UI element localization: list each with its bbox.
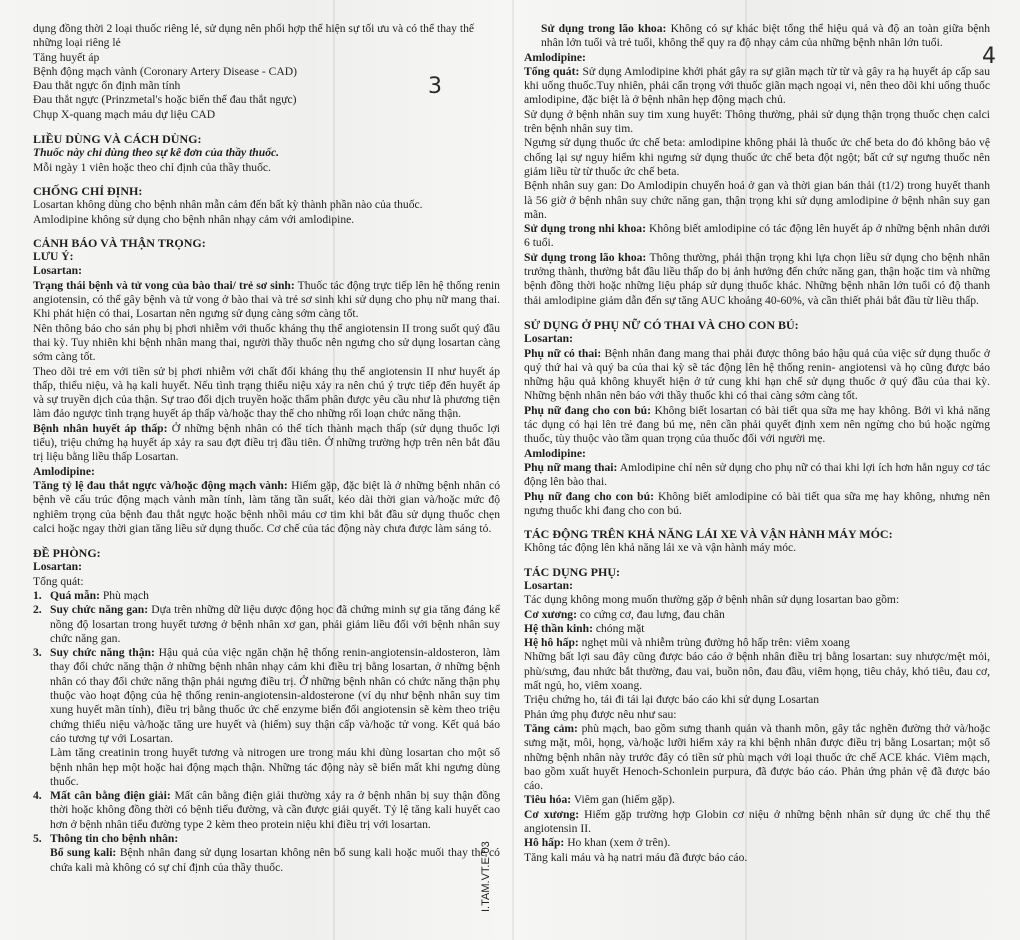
inline-label: Tổng quát: <box>524 64 580 78</box>
section-heading: LIỀU DÙNG VÀ CÁCH DÙNG: <box>33 132 202 147</box>
inline-label: Hệ hô hấp: <box>524 636 579 650</box>
inline-label: Phụ nữ đang cho con bú: <box>524 403 651 417</box>
inline-label: Cơ xương: <box>524 807 580 821</box>
inline-label: Hệ thần kinh: <box>524 621 593 635</box>
paragraph: Nên thông báo cho sản phụ bị phơi nhiễm với thuốc kháng thụ thể angiotensin II trong suốt quý đầu thai kỳ. Tuy nhiên khi bệnh nhân mang thai, người thầy thuốc nên ngưng cho sử dụng losartan càng sớm càng tốt. <box>33 321 500 364</box>
item-text: Phù mạch <box>102 588 149 602</box>
paragraph <box>524 251 990 308</box>
intro-line: dụng đồng thời 2 loại thuốc riêng lẻ, sử dụng nên phối hợp thể hiện sự tối ưu và có thể thay thế <box>33 22 475 35</box>
paragraph: Triệu chứng ho, tái đi tái lại được báo cáo khi sử dụng Losartan <box>524 693 820 707</box>
paragraph: Amlodipine không sử dụng cho bệnh nhân nhạy cảm với amlodipine. <box>33 212 355 226</box>
inline-label: Tăng tỷ lệ đau thắt ngực và/hoặc động mạch vành: <box>33 478 288 492</box>
page-number-left: 3 <box>428 74 442 99</box>
section-heading: CẢNH BÁO VÀ THẬN TRỌNG: <box>33 235 206 250</box>
paragraph <box>524 793 990 807</box>
left-column <box>33 22 500 875</box>
paragraph: Không tác động lên khả năng lái xe và vận hành máy móc. <box>524 541 797 555</box>
intro-line: những loại riêng lẻ <box>33 36 121 50</box>
item-label: Suy chức năng thận: <box>50 646 155 660</box>
paragraph: Tăng kali máu và hạ natri máu đã được báo cáo. <box>524 850 748 864</box>
drug-label: Amlodipine: <box>33 464 95 478</box>
inline-text: nghẹt mũi và nhiễm trùng đường hô hấp trên: viêm xoang <box>581 636 850 650</box>
paragraph <box>524 22 990 51</box>
section-heading: TÁC DỤNG PHỤ: <box>524 564 620 579</box>
inline-text: Ho khan (xem ở trên). <box>567 836 671 850</box>
item-number: 2. <box>33 603 42 617</box>
inline-text: Hiếm gặp trường hợp Globin cơ niệu ở những bệnh nhân sử dụng ức chế thụ thể angiotensin II. <box>524 807 990 836</box>
inline-label: Tăng cảm: <box>524 721 578 735</box>
paragraph: Theo dõi trẻ em với tiền sử bị phơi nhiễm với chất đối kháng thụ thể angiotensin II như huyết áp thấp, thiểu niệu, và hạ kali huyết. Nếu tình trạng thiểu niệu xảy ra nên chú ý trực tiếp đến huyết áp và sự truyền dịch của thận. Sự trao đổi dịch truyền hoặc thẩm phân được yêu cầu như là phương tiện làm đảo ngược tình trạng huyết áp thấp và/hoặc thay thế cho những rối loạn chức năng thận. <box>33 364 500 421</box>
inline-text: Bệnh nhân đang sử dụng losartan không nên bổ sung kali hoặc muối thay thế có chứa kali mà không có sự chỉ định của thầy thuốc. <box>50 846 500 874</box>
inline-text: Sử dụng Amlodipine khởi phát gây ra sự giãn mạch từ từ và gây ra hạ huyết áp cấp sau khi uống thuốc.Tuy nhiên, phải cẩn trọng với thuốc giãn mạch ngoại vi, nên theo dõi khi uống thuốc amlodipine, đặc biệt là ở bệnh nhân hẹp động mạch chủ. <box>524 64 991 107</box>
inline-label: Sử dụng trong lão khoa: <box>541 22 667 35</box>
sub-heading: LƯU Ý: <box>33 250 74 264</box>
item-label: Quá mẫn: <box>50 588 100 602</box>
inline-text: Amlodipine chỉ nên sử dụng cho phụ nữ có thai khi lợi ích hơn hẳn nguy cơ tác động lên bào thai. <box>524 460 990 489</box>
inline-label: Phụ nữ đang cho con bú: <box>524 489 654 503</box>
paragraph <box>33 422 500 465</box>
item-number: 3. <box>33 646 42 660</box>
numbered-item <box>33 832 500 846</box>
indication-item: Đau thắt ngực (Prinzmetal's hoặc biến thể đau thắt ngực) <box>33 93 297 107</box>
dosage-text: Mỗi ngày 1 viên hoặc theo chỉ định của thầy thuốc. <box>33 160 271 174</box>
item-label: Thông tin cho bệnh nhân: <box>50 832 179 846</box>
inline-label: Trạng thái bệnh và tử vong của bào thai/ trẻ sơ sinh: <box>33 278 295 292</box>
paragraph <box>524 608 990 622</box>
numbered-item <box>33 603 500 646</box>
item-text: Dựa trên những dữ liệu dược động học đã chứng minh sự gia tăng đáng kể nồng độ losartan trong huyết tương ở bệnh nhân xơ gan, phải giảm liều đối với bệnh nhân suy chức năng gan. <box>50 603 500 645</box>
indication-item: Chụp X-quang mạch máu dự liệu CAD <box>33 107 216 121</box>
paragraph: Phản ứng phụ được nêu như sau: <box>524 707 677 721</box>
inline-label: Tiêu hóa: <box>524 793 572 807</box>
fold-crease <box>512 0 514 940</box>
inline-text: Bệnh nhân đang mang thai phải được thông báo hậu quả của việc sử dụng thuốc ở quý thứ hai và quý ba của thai kỳ sẽ tác động lên hệ thống renin- angiotensi và họ cũng được báo những hậu quả không khuyết hiện ở tử cung khi hạn chế sử dụng thuốc ở quý đầu của thai kỳ. Những bệnh nhân nên báo với thầy thuốc khi có thai càng sớm càng tốt. <box>524 346 990 403</box>
paragraph <box>33 846 500 875</box>
dosage-note: Thuốc này chỉ dùng theo sự kê đơn của thầy thuốc. <box>33 146 280 160</box>
inline-text: Không có sự khác biệt tổng thể hiệu quả và độ an toàn giữa bệnh nhân lớn tuổi và trẻ tuổi, không thể quy ra độ nhạy cảm của những bệnh nhân lớn tuổi. <box>541 22 990 50</box>
paragraph <box>524 461 990 490</box>
item-number: 5. <box>33 832 42 846</box>
inline-text: Hiếm gặp, đặc biệt là ở những bệnh nhân có bệnh về cấu trúc động mạch vành mãn tính, làm tăng tần suất, kéo dài thời gian và/hoặc mức độ nghiêm trọng của bệnh đau thắt ngực hoặc bệnh nhồi máu cơ tim khi bắt đầu sử dụng thuốc chẹn calci hoặc ngay thời gian tăng liều sử dụng thuốc. Cơ chế của tác động này chưa được làm sáng tỏ. <box>33 478 500 535</box>
inline-text: Ở những bệnh nhân có thể tích thành mạch thấp (sử dụng thuốc lợi tiểu), triệu chứng hạ huyết áp xảy ra sau đợt điều trị đầu tiên. Ở những trường hợp trên nên bắt đầu trị liệu bằng liều thấp Losartan. <box>33 421 500 464</box>
paragraph <box>524 404 990 447</box>
paragraph: Tác dụng không mong muốn thường gặp ở bệnh nhân sử dụng losartan bao gồm: <box>524 593 900 607</box>
sub-label: Tổng quát: <box>33 574 84 588</box>
paragraph <box>524 347 990 404</box>
inline-text: co cứng cơ, đau lưng, đau chân <box>579 607 725 621</box>
paragraph: Ngưng sử dụng thuốc ức chế beta: amlodipine không phải là thuốc ức chế beta do đó không bảo vệ chống lại sự nguy hiểm khi ngưng sử dụng thuốc ức chế beta đột ngột; bất cứ sự ngưng thuốc nên giảm liều từ từ thuốc ức chế beta. <box>524 136 990 178</box>
paragraph <box>524 808 990 837</box>
document-code: I.TAM.VT.E-03 <box>480 841 492 912</box>
paragraph <box>524 636 990 650</box>
item-text: Hậu quả của việc ngăn chặn hệ thống renin-angiotensin-aldosteron, làm thay đổi chức năng thận ở những bệnh nhân nhạy cảm khi điều trị bằng losartan, ở những bệnh nhân có thay đổi chức năng thận phải ngưng điều trị. Ở những bệnh nhân có chức năng thận phụ thuộc vào hoạt động của hệ thống renin-angiotensin-aldosterone (ví dụ như bệnh nhân suy tim xung huyết mãn tính), điều trị bằng thuốc ức chế enzyme biến đổi angiotensin sẽ kèm theo triệu chứng thiểu niệu và/hoặc tăng ure huyết và (hiếm) suy thận cấp và/hoặc tử vong. Kết quả báo cáo tương tự với Losartan. <box>50 646 500 745</box>
inline-text: Không biết losartan có bài tiết qua sữa mẹ hay không. Bởi vì khả năng tác dụng có hại lên trẻ đang bú mẹ, nên cần phải quyết định xem nên ngừng cho bú hoặc ngừng thuốc, tùy thuộc vào tầm quan trọng của thuốc đối với người mẹ. <box>524 403 990 446</box>
inline-label: Sử dụng trong lão khoa: <box>524 250 647 264</box>
item-number: 4. <box>33 789 42 803</box>
paragraph <box>33 279 500 322</box>
numbered-item <box>33 789 500 832</box>
drug-label: Amlodipine: <box>524 446 586 460</box>
section-heading: CHỐNG CHỈ ĐỊNH: <box>33 183 143 198</box>
inline-text: Không biết amlodipine có bài tiết qua sữa mẹ hay không, nhưng nên ngưng thuốc khi đang cho con bú. <box>524 489 990 517</box>
item-continuation: Làm tăng creatinin trong huyết tương và nitrogen ure trong máu khi dùng losartan cho một số bệnh nhân hẹp một hoặc hai động mạch thận. Những tác động này sẽ biến mất khi ngưng dùng thuốc. <box>50 746 500 788</box>
paragraph <box>524 836 990 850</box>
inline-text: phù mạch, bao gồm sưng thanh quản và thanh môn, gây tắc nghẽn đường thở và/hoặc sưng mặt, môi, họng, và/hoặc lưỡi hiếm xảy ra khi bệnh nhân được điều trị bằng Losartan; một số những bệnh nhân này trước đây có tiền sử phù mạch với loại thuốc ức chế ACE khác. Viêm mạch, bao gồm xuất huyết Henoch-Schonlein purpura, đã được báo cáo. Phản ứng phản vệ đã được báo cáo. <box>524 721 990 793</box>
drug-label: Losartan: <box>524 578 573 592</box>
inline-label: Cơ xương: <box>524 607 577 621</box>
inline-text: Không biết amlodipine có tác động lên huyết áp ở những bệnh nhân dưới 6 tuổi. <box>524 222 990 250</box>
paragraph <box>524 622 990 636</box>
inline-label: Phụ nữ mang thai: <box>524 460 618 474</box>
inline-text: chóng mặt <box>595 621 645 635</box>
page-number-right: 4 <box>982 44 996 69</box>
inline-text: Thuốc tác động trực tiếp lên hệ thống renin angiotensin, có thể gây bệnh và tử vong ở bào thai và trẻ sơ sinh khi sử dụng cho phụ nữ mang thai. Khi phát hiện có thai, Losartan nên ngưng sử dụng càng sớm càng tốt. <box>33 278 500 321</box>
inline-label: Sử dụng trong nhi khoa: <box>524 222 646 236</box>
item-text: Mất cân bằng điện giải thường xảy ra ở bệnh nhân bị suy thận đồng thời hoặc không đồng thời có bệnh tiểu đường, và cần được giải quyết. Tỷ lệ tăng kali huyết cao hơn ở bệnh nhân tiểu đường type 2 kèm theo protein niệu khi điều trị với losartan. <box>50 789 500 831</box>
paragraph: Losartan không dùng cho bệnh nhân mẫn cảm đến bất kỳ thành phần nào của thuốc. <box>33 198 423 212</box>
indication-item: Tăng huyết áp <box>33 50 100 64</box>
inline-label: Phụ nữ có thai: <box>524 346 602 360</box>
paragraph <box>524 490 990 519</box>
inline-text: Thông thường, phải thận trọng khi lựa chọn liều sử dụng cho bệnh nhân trưởng thành, thường bắt đầu liều thấp do bị ảnh hưởng đến chức năng gan, thận hoặc tim và những bệnh đồng thời hoặc những liệu pháp sử dụng thuốc khác. Những bệnh nhân lớn tuổi có độ thanh thải amlodipine giảm dẫn đến sự tăng AUC khoảng 40-60%, và cần thiết phải bắt đầu từ liều thấp. <box>524 250 990 307</box>
inline-label: Bổ sung kali: <box>50 846 117 860</box>
inline-text: Viêm gan (hiếm gặp). <box>573 793 675 807</box>
item-label: Suy chức năng gan: <box>50 603 149 617</box>
indication-item: Đau thắt ngực ổn định mãn tính <box>33 79 181 93</box>
paragraph <box>524 65 990 108</box>
paragraph: Bệnh nhân suy gan: Do Amlodipin chuyển hoá ở gan và thời gian bán thải (t1/2) trong huyết thanh là 56 giờ ở bệnh nhân suy chức năng gan, thận trọng khi sử dụng amlodipine ở bệnh nhân suy gan mãn. <box>524 179 990 221</box>
numbered-item <box>33 589 500 603</box>
item-number: 1. <box>33 588 42 602</box>
paragraph <box>33 479 500 536</box>
numbered-item <box>33 646 500 746</box>
item-label: Mất cân bằng điện giải: <box>50 789 171 803</box>
paragraph <box>524 722 990 793</box>
drug-label: Losartan: <box>33 560 82 574</box>
inline-label: Hô hấp: <box>524 836 565 850</box>
paragraph: Những bất lợi sau đây cũng được báo cáo ở bệnh nhân điều trị bằng losartan: suy nhược/mệt mỏi, phù/sưng, đau nhức bắt thường, đau vai, buồn nôn, đau đầu, viêm họng, tiêu chảy, khó tiêu, đau cơ, mất ngủ, ho, viêm xoang. <box>524 650 990 693</box>
paragraph <box>524 222 990 251</box>
drug-label: Losartan: <box>33 264 82 278</box>
indication-item: Bệnh động mạch vành (Coronary Artery Disease - CAD) <box>33 64 298 78</box>
paragraph: Sử dụng ở bệnh nhân suy tim xung huyết: Thông thường, phải sử dụng thận trọng thuốc chẹn calci trên bệnh nhân suy tim. <box>524 107 990 136</box>
inline-label: Bệnh nhân huyết áp thấp: <box>33 421 168 435</box>
drug-label: Losartan: <box>524 332 573 346</box>
section-heading: SỬ DỤNG Ở PHỤ NỮ CÓ THAI VÀ CHO CON BÚ: <box>524 317 799 332</box>
right-column <box>524 22 990 865</box>
drug-label: Amlodipine: <box>524 50 586 64</box>
section-heading: TÁC ĐỘNG TRÊN KHẢ NĂNG LÁI XE VÀ VẬN HÀNH MÁY MÓC: <box>524 527 893 542</box>
section-heading: ĐỀ PHÒNG: <box>33 546 101 561</box>
